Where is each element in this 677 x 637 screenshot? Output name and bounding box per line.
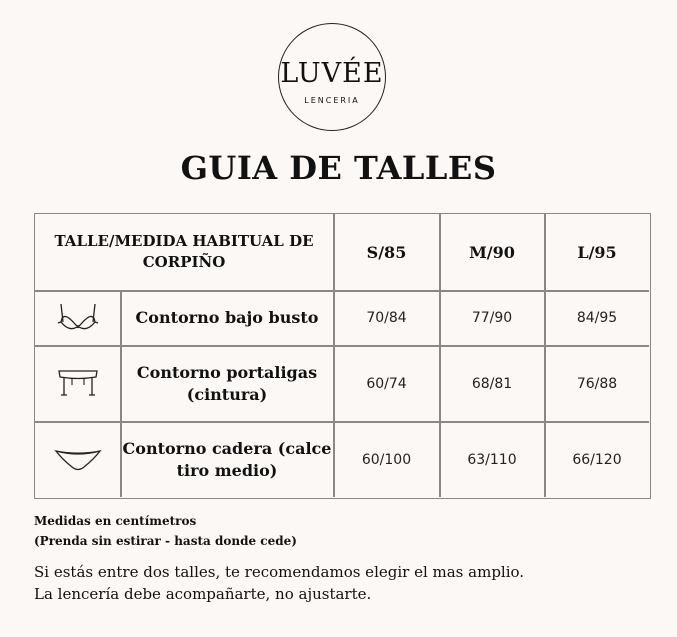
logo-name: LUVÉE	[280, 58, 384, 89]
table-cell: 66/120	[572, 451, 622, 468]
size-header-m: M/90	[469, 242, 515, 262]
table-cell: 70/84	[366, 310, 407, 326]
table-cell: 60/74	[366, 375, 407, 392]
garter-belt-icon	[35, 346, 120, 421]
table-cell: 77/90	[471, 310, 513, 326]
advice-line-1: Si estás entre dos talles, te recomendamos elegir el mas amplio.	[34, 563, 525, 581]
size-header-l: L/95	[577, 242, 617, 262]
row-label: Contorno portaligas (cintura)	[136, 362, 318, 404]
size-table	[34, 213, 651, 499]
header-label: TALLE/MEDIDA HABITUAL DE CORPIÑO	[54, 232, 314, 271]
row-label: Contorno bajo busto	[135, 308, 319, 327]
table-cell: 76/88	[576, 375, 618, 392]
note-measurement: (Prenda sin estirar - hasta donde cede)	[34, 534, 297, 548]
panty-icon	[35, 422, 120, 497]
table-cell: 63/110	[467, 451, 517, 468]
size-header-s: S/85	[366, 242, 407, 262]
table-cell: 84/95	[576, 310, 618, 326]
table-cell: 60/100	[361, 451, 412, 468]
row-label: Contorno cadera (calce tiro medio)	[122, 438, 332, 480]
brand-logo	[278, 23, 386, 131]
note-units: Medidas en centímetros	[34, 514, 197, 528]
table-cell: 68/81	[471, 375, 513, 392]
advice-line-2: La lencería debe acompañarte, no ajustarte.	[34, 585, 372, 603]
logo-subtitle: LENCERIA	[304, 96, 360, 105]
bra-icon	[35, 291, 120, 345]
page-title: GUIA DE TALLES	[180, 149, 497, 187]
